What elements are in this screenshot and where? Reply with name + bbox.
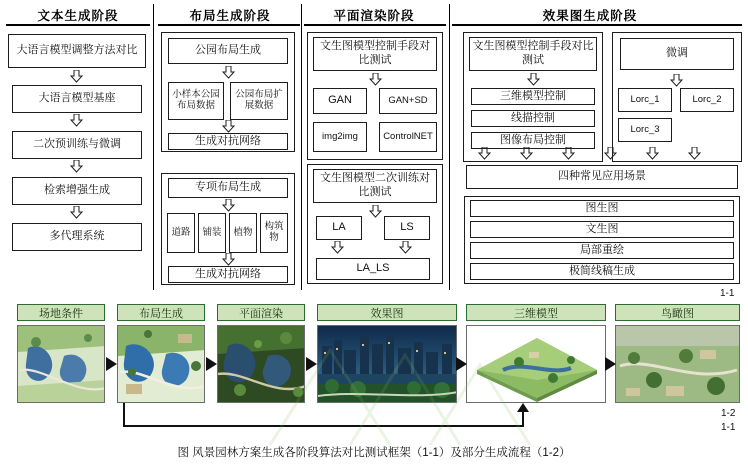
pipeline-arrow [605,357,616,371]
text-stage-header: 大语言模型调整方法对比 [8,34,146,68]
pipeline-image-plan-render [217,325,305,403]
divider-1 [153,4,154,290]
pipeline-label-5: 鸟瞰图 [615,304,740,321]
text-stage-item-2: 检索增强生成 [12,177,142,205]
arrow-down [399,241,412,254]
pipeline-arrow [106,357,117,371]
arrow-down [222,66,235,79]
arrow-down [331,241,344,254]
arrow-down [670,74,683,87]
layout-data-box-1: 公园布局扩展数据 [230,82,288,120]
layout-gan-1: 生成对抗网络 [168,133,288,150]
feedback-line-down [123,403,125,427]
effect-lorc-1: Lorc_2 [680,88,734,112]
render-method-ls: LS [384,216,430,240]
effect-scene-1: 文生图 [470,221,734,238]
pipeline-image-3d-model [466,325,606,403]
render-model-gan: GAN [313,88,367,114]
arrow-down [369,205,382,218]
render-method-la: LA [316,216,362,240]
effect-scene-3: 极简线稿生成 [470,263,734,280]
figure-tag-bottom-1: 1-2 [721,408,736,419]
column-title-effect: 效果图生成阶段 [542,9,638,23]
effect-scene-0: 图生图 [470,200,734,217]
layout-data-box-0: 小样本公园布局数据 [168,82,224,120]
rule-col1 [6,24,150,26]
effect-control-0: 三维模型控制 [471,88,595,105]
rule-col4 [452,24,742,26]
text-stage-item-3: 多代理系统 [12,223,142,251]
feedback-arrow-head [517,403,529,412]
render-model-gan-sd: GAN+SD [379,88,437,114]
arrow-down [70,206,83,219]
arrow-down [478,147,491,160]
pipeline-arrow [206,357,217,371]
effect-stage-header: 文生图模型控制手段对比测试 [469,37,597,71]
arrow-down [369,73,382,86]
column-title-layout: 布局生成阶段 [189,9,271,23]
effect-scene-2: 局部重绘 [470,242,734,259]
arrow-down [646,147,659,160]
effect-control-1: 线描控制 [471,110,595,127]
pipeline-arrow [456,357,467,371]
rule-col2 [158,24,300,26]
arrow-down [70,160,83,173]
arrow-down [562,147,575,160]
effect-finetune-header: 微调 [620,38,734,70]
pipeline-image-site [17,325,105,403]
figure-caption: 图 风景园林方案生成各阶段算法对比测试框架（1-1）及部分生成流程（1-2） [177,447,571,459]
arrow-down [222,199,235,212]
effect-control-2: 图像布局控制 [471,132,595,149]
arrow-down [222,253,235,266]
text-stage-item-0: 大语言模型基座 [12,85,142,113]
layout-element-0: 道路 [167,213,195,253]
pipeline-arrow [306,357,317,371]
arrow-down [222,120,235,133]
pipeline-label-3: 效果图 [317,304,457,321]
effect-lorc-2: Lorc_3 [618,118,672,142]
arrow-down [527,73,540,86]
effect-scenes-header: 四种常见应用场景 [466,165,738,189]
pipeline-image-layout [117,325,205,403]
pipeline-image-effect [317,325,457,403]
arrow-down [604,147,617,160]
figure-tag-top: 1-1 [720,288,735,299]
rule-col3 [304,24,446,26]
pipeline-label-4: 三维模型 [466,304,606,321]
render-stage-header: 文生图模型控制手段对比测试 [313,37,437,71]
text-stage-item-1: 二次预训练与微调 [12,131,142,159]
effect-lorc-0: Lorc_1 [618,88,672,112]
layout-stage-header: 公园布局生成 [168,38,288,64]
arrow-down [688,147,701,160]
render-model-img2img: img2img [313,122,367,152]
feedback-line-up [522,411,524,427]
pipeline-label-2: 平面渲染 [217,304,305,321]
arrow-down [70,70,83,83]
divider-2 [301,4,302,290]
render-sub-header: 文生图模型二次训练对比测试 [313,169,437,203]
layout-gan-2: 生成对抗网络 [168,266,288,283]
layout-sub-header: 专项布局生成 [168,178,288,198]
column-title-text: 文本生成阶段 [37,9,119,23]
pipeline-label-0: 场地条件 [17,304,105,321]
pipeline-label-1: 布局生成 [117,304,205,321]
divider-3 [449,4,450,290]
layout-element-3: 构筑物 [260,213,288,253]
feedback-line-horizontal [123,425,524,427]
pipeline-image-aerial [615,325,740,403]
arrow-down [70,114,83,127]
layout-element-1: 铺装 [198,213,226,253]
arrow-down [520,147,533,160]
render-model-controlnet: ControlNET [379,122,437,152]
figure-tag-bottom-2: 1-1 [721,422,736,433]
column-title-render: 平面渲染阶段 [333,9,415,23]
render-merged: LA_LS [316,258,430,280]
layout-element-2: 植物 [229,213,257,253]
